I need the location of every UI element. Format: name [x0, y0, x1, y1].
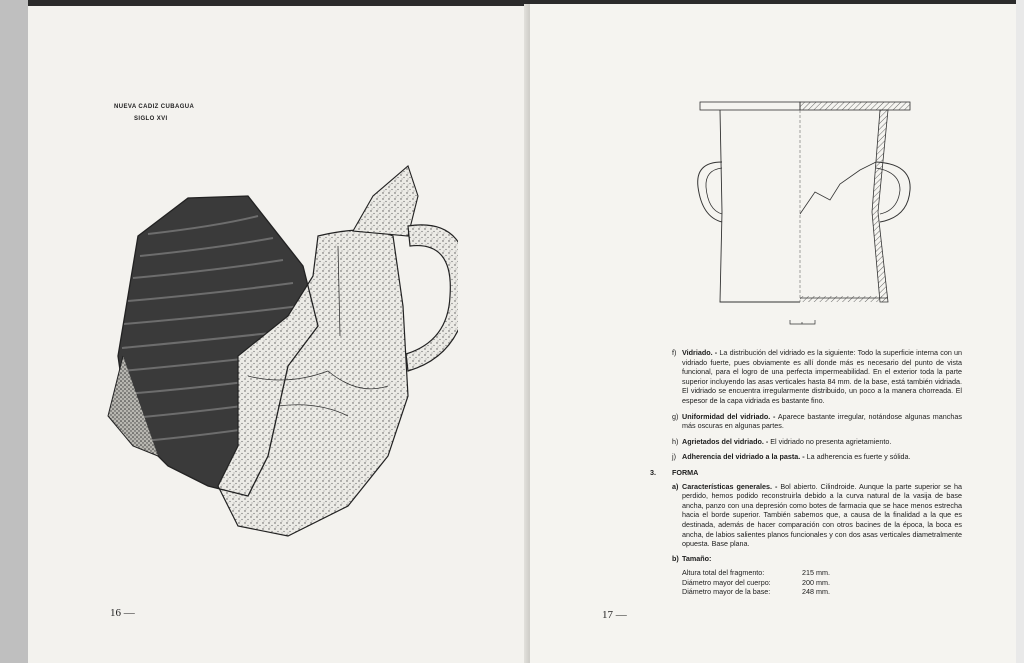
section-heading — [650, 468, 962, 478]
measurements-table — [672, 568, 962, 597]
scan-left-margin — [0, 0, 28, 663]
item-text: El vidriado no presenta agrietamiento. — [770, 436, 892, 446]
measure-value: 200 mm. — [802, 577, 830, 587]
item-h — [672, 437, 962, 447]
section-title: FORMA — [672, 467, 699, 477]
vessel-profile-diagram — [690, 92, 920, 332]
page-header-line2: SIGLO XVI — [134, 116, 168, 122]
item-text: Aparece bastante irregular, notándose algunas manchas más oscuras en algunas partes. — [682, 411, 962, 431]
item-f — [672, 348, 962, 406]
subitem-a — [672, 482, 962, 549]
item-text: La adherencia es fuerte y sólida. — [806, 452, 911, 462]
subitem-b — [672, 554, 962, 564]
subitem-label: b) — [672, 553, 679, 563]
page-number-left: 16 — — [110, 607, 135, 619]
subitem-title: Características generales. - — [682, 481, 778, 491]
item-text: La distribución del vidriado es la siguiente: Todo la superficie interna con un vidriado fuerte, pues obviamente es allí donde más es necesario del punto de vista funcional, para el logro de una perfecta impermeabilidad. En el exterior toda la parte superior incluyendo las asas verticales hasta 84 mm. de la base, está también vidriada. El vidriado se encuentra irregularmente distribuido, un poco a la manera chorreada. El espesor de la capa vidriada es bastante fino. — [682, 348, 962, 405]
measure-name: Diámetro mayor del cuerpo: — [682, 577, 771, 587]
item-label: g) — [672, 411, 679, 421]
measure-value: 248 mm. — [802, 587, 830, 597]
measure-name: Altura total del fragmento: — [682, 568, 765, 578]
description-text — [650, 348, 962, 597]
page-header-line1: NUEVA CADIZ CUBAGUA — [114, 104, 195, 110]
item-title: Vidriado. - — [682, 348, 718, 357]
left-page — [28, 6, 530, 663]
subitem-label: a) — [672, 481, 679, 491]
item-g — [672, 412, 962, 431]
right-page — [530, 4, 1016, 663]
pottery-fragment-illustration — [88, 156, 458, 546]
item-title: Agrietados del vidriado. - — [682, 436, 769, 446]
scan-right-margin — [1016, 0, 1024, 663]
subitem-text: Bol abierto. Cilindroide. Aunque la parte superior se ha perdido, hemos podido reconstruirla debido a la curva natural de la vasija de base ancha, panzo con una depresión como botes de farmacia que se hace menos estrecha hacia el borde superior. También sabemos que, a causa de la finalidad a la que es destinada, además de hacer comparación con otros bacines de la época, la boca es ancha, de labios salientes planos funcionales y con dos asas verticales diametralmente opuesta. Base plana. — [682, 481, 962, 549]
measure-value: 215 mm. — [802, 568, 830, 578]
item-label: f) — [672, 348, 677, 357]
measure-name: Diámetro mayor de la base: — [682, 587, 771, 597]
item-label: j) — [672, 452, 676, 462]
section-number: 3. — [650, 467, 656, 477]
item-label: h) — [672, 436, 679, 446]
item-title: Adherencia del vidriado a la pasta. - — [682, 452, 805, 462]
item-title: Uniformidad del vidriado. - — [682, 411, 776, 421]
page-number-right: 17 — — [602, 609, 627, 621]
item-j — [672, 452, 962, 462]
subitem-title: Tamaño: — [682, 553, 712, 563]
